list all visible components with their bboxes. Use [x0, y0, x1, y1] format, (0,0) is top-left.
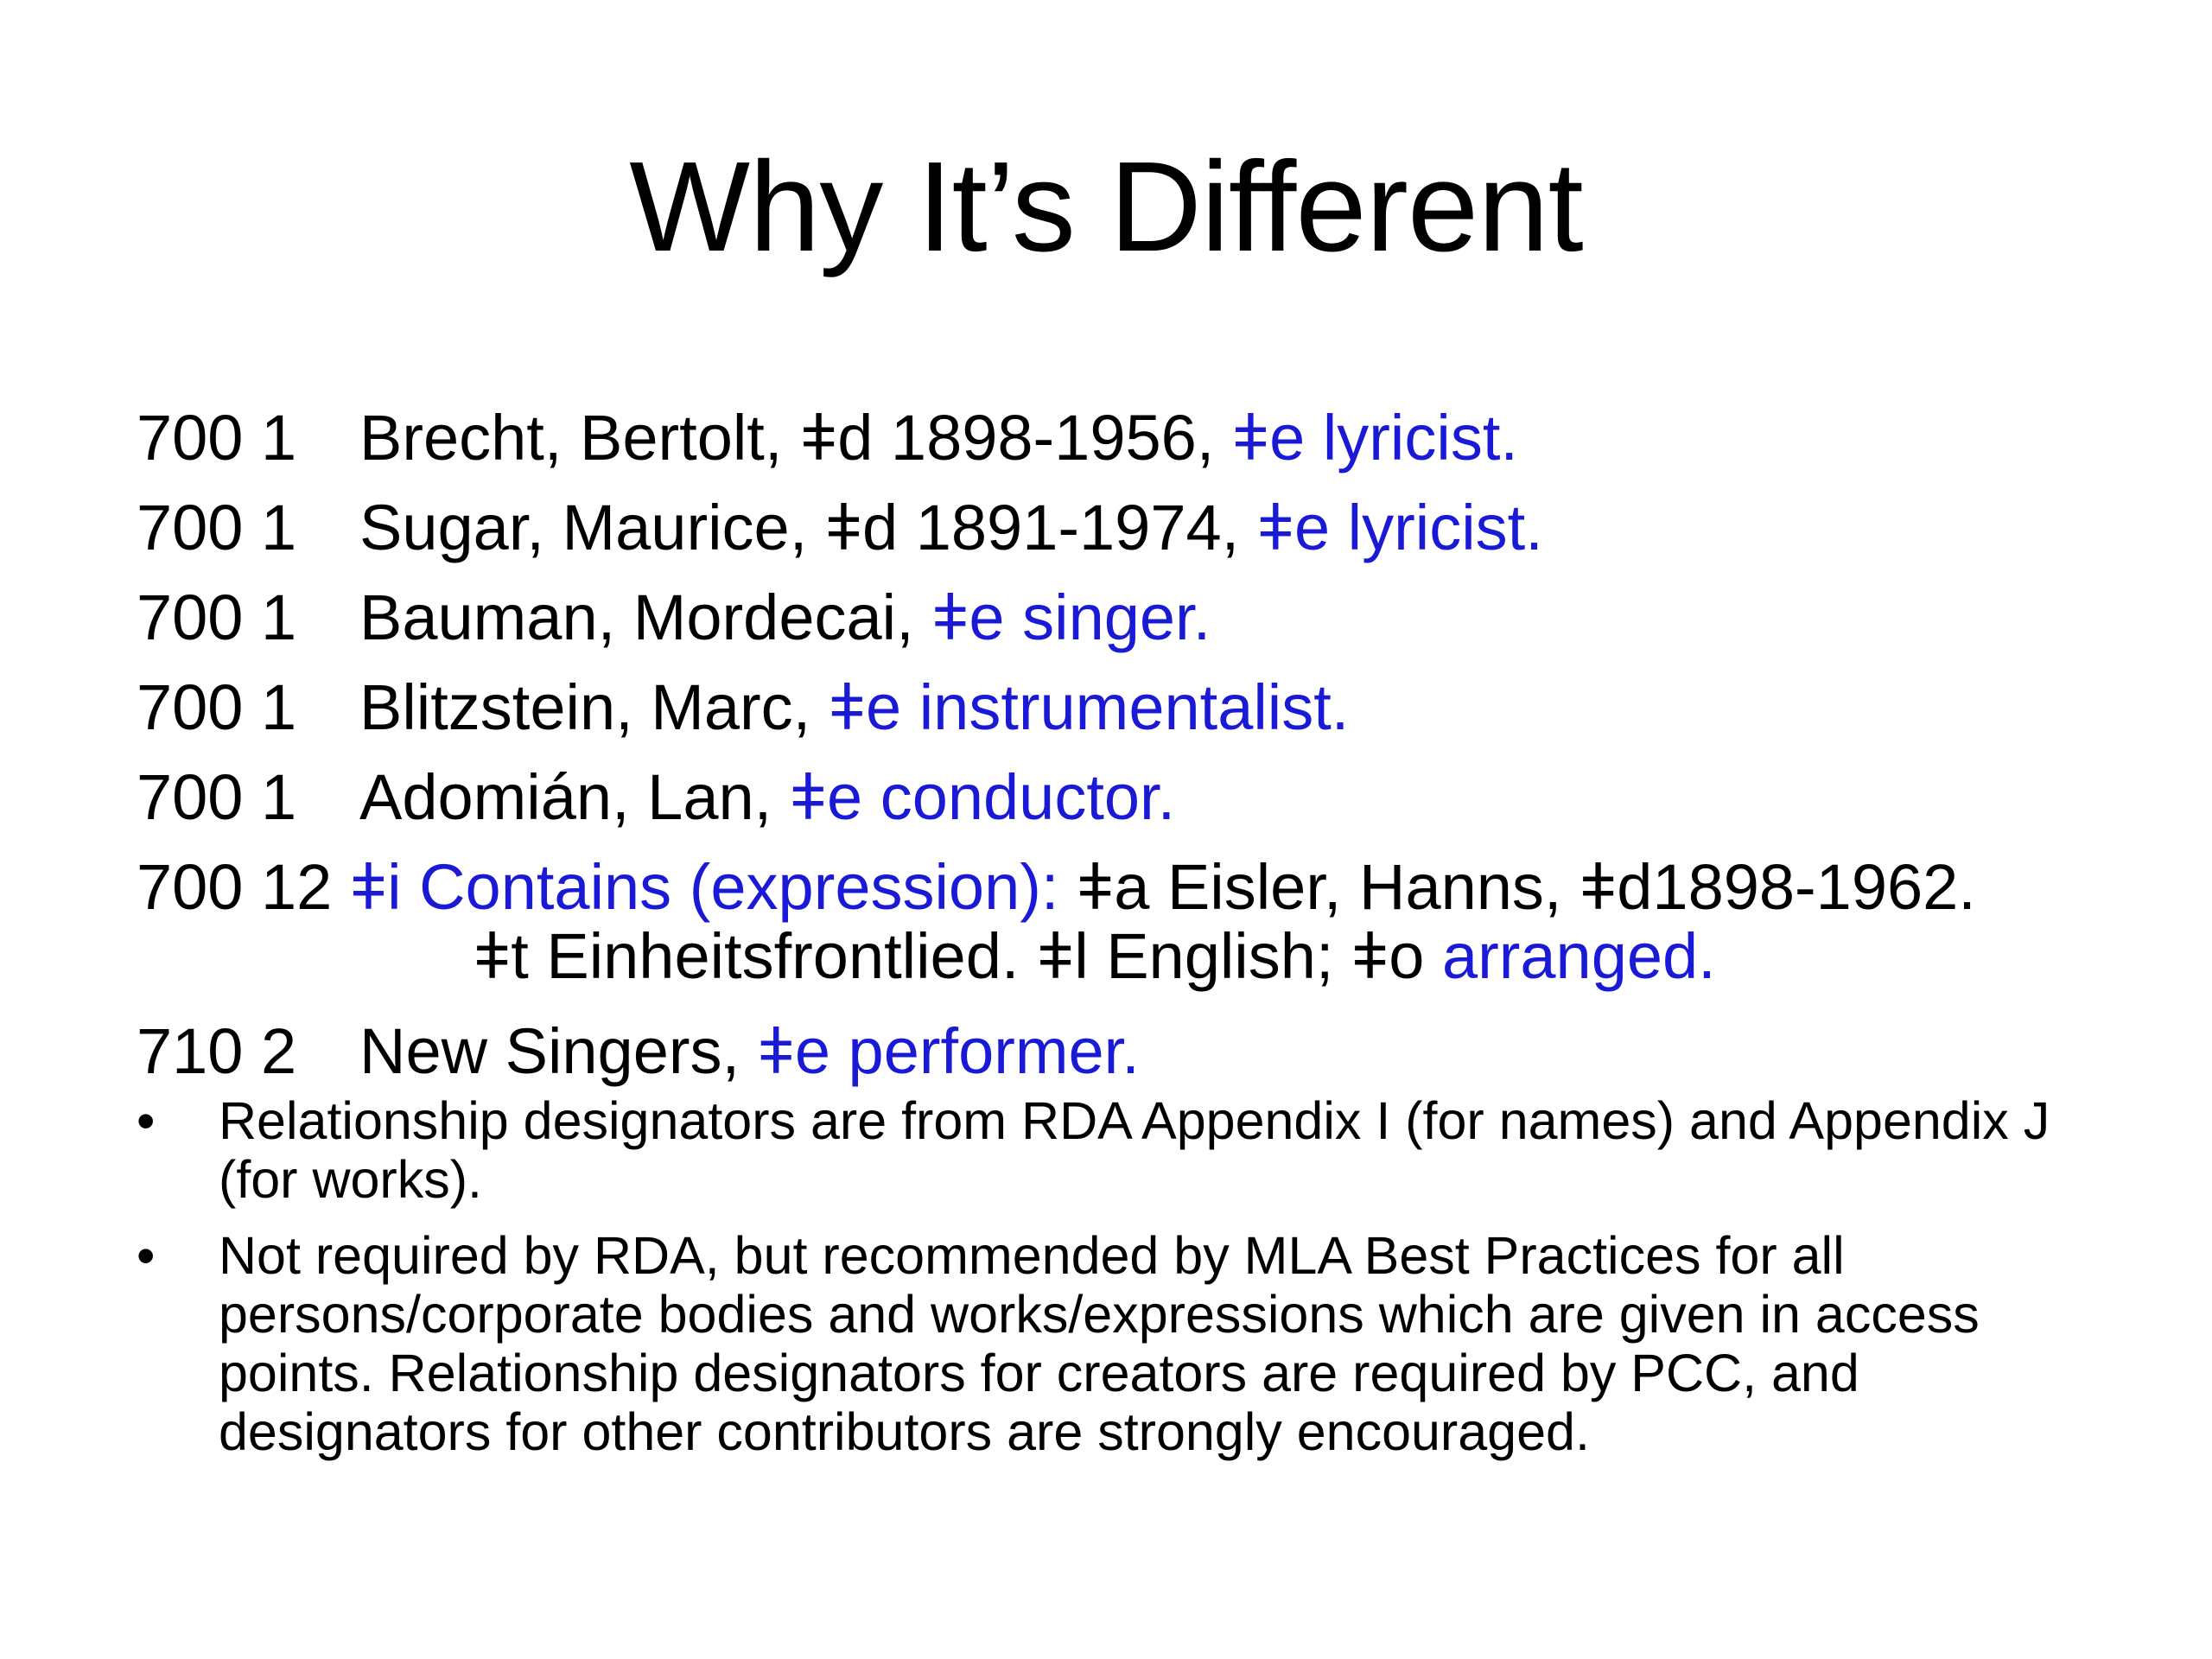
relationship-designator: ǂi Contains (expression): — [349, 851, 1059, 923]
marc-field-text: Bauman, Mordecai, — [359, 582, 932, 653]
marc-field-body — [359, 663, 1349, 753]
marc-field-text: Sugar, Maurice, ǂd 1891-1974, — [359, 492, 1257, 563]
marc-field-text: Blitzstein, Marc, — [359, 671, 829, 743]
marc-work-field-row — [137, 842, 2124, 1007]
bullet-text: Not required by RDA, but recommended by MLA Best Practices for all persons/corporate bodies and works/expressions which are given in access points. Relationship designators for creators are required by PCC, and designators for other contributors are strongly encouraged. — [219, 1226, 1980, 1461]
marc-field-row — [137, 573, 2124, 663]
marc-field-text: Adomián, Lan, — [359, 761, 790, 833]
marc-field-row — [137, 393, 2124, 483]
marc-field-tag: 700 12 — [137, 851, 333, 923]
marc-field-text: ǂa Eisler, Hanns, ǂd1898-1962. — [1058, 851, 1976, 923]
relationship-designator: ǂe singer. — [931, 582, 1211, 653]
marc-work-field-line2 — [474, 912, 1716, 1001]
marc-field-tag: 700 1 — [137, 582, 297, 653]
marc-field-tag: 700 1 — [137, 402, 297, 474]
marc-field-tag: 700 1 — [137, 492, 297, 563]
relationship-designator: arranged. — [1441, 920, 1716, 992]
slide-title: Why It’s Different — [629, 136, 1583, 278]
marc-field-row — [137, 483, 2124, 573]
marc-field-body — [359, 1007, 1140, 1096]
marc-field-body — [359, 573, 1211, 663]
relationship-designator: ǂe lyricist. — [1231, 402, 1518, 474]
relationship-designator: ǂe performer. — [757, 1015, 1140, 1087]
bullet-item — [137, 1226, 2124, 1461]
marc-record-list — [137, 393, 2124, 1096]
relationship-designator: ǂe instrumentalist. — [828, 671, 1350, 743]
relationship-designator: ǂe conductor. — [789, 761, 1176, 833]
marc-field-tag: 700 1 — [137, 671, 297, 743]
bullet-list — [137, 1091, 2124, 1478]
marc-field-body — [359, 483, 1543, 573]
marc-field-body — [359, 393, 1518, 483]
marc-field-text: Brecht, Bertolt, ǂd 1898-1956, — [359, 402, 1232, 474]
marc-field-row — [137, 663, 2124, 753]
bullet-item — [137, 1091, 2124, 1209]
bullet-icon: • — [137, 1091, 156, 1150]
marc-field-row — [137, 1007, 2124, 1096]
bullet-icon: • — [137, 1226, 156, 1285]
bullet-text: Relationship designators are from RDA Appendix I (for names) and Appendix J (for works). — [219, 1091, 2050, 1209]
marc-field-body — [359, 753, 1175, 842]
marc-field-text: ǂt Einheitsfrontlied. ǂl English; ǂo — [474, 920, 1442, 992]
marc-field-tag: 700 1 — [137, 761, 297, 833]
relationship-designator: ǂe lyricist. — [1256, 492, 1543, 563]
marc-field-row — [137, 753, 2124, 842]
marc-field-tag: 710 2 — [137, 1015, 297, 1087]
marc-field-text: New Singers, — [359, 1015, 758, 1087]
